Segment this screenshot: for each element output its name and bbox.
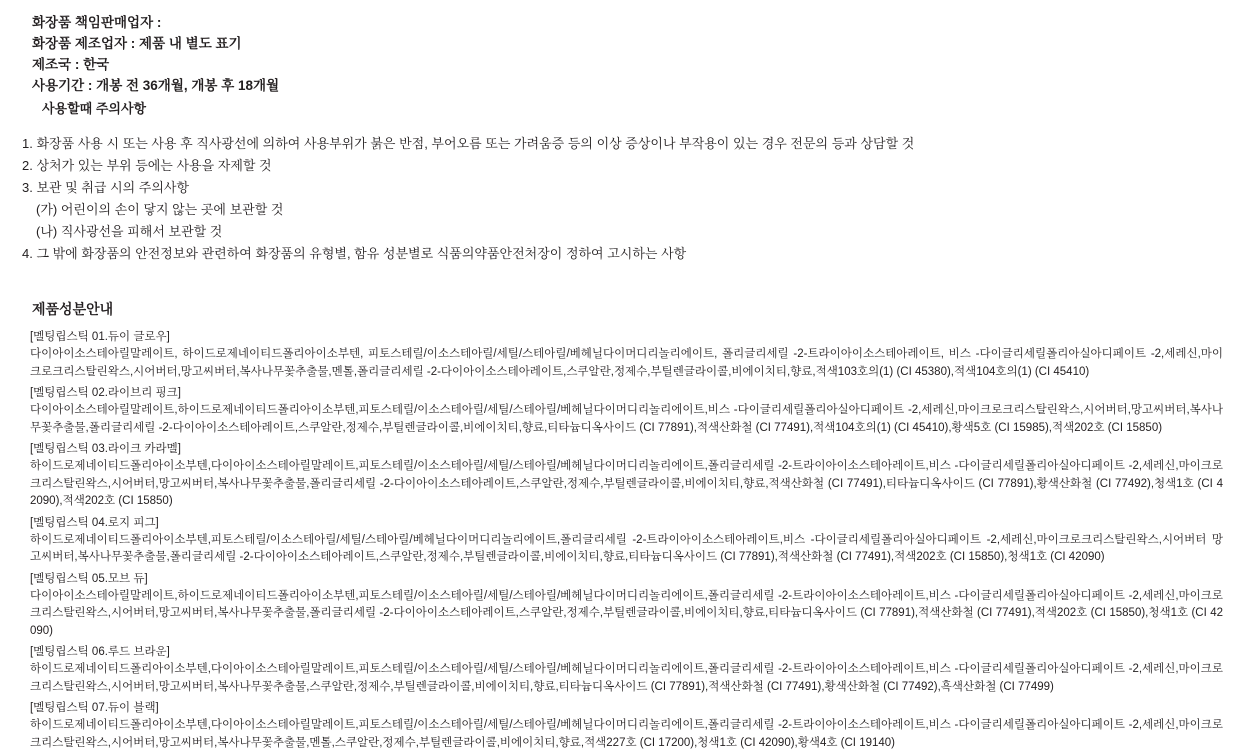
product-ingredients: 하이드로제네이티드폴리아이소부텐,다이아이소스테아릴말레이트,피토스테릴/이소스테아릴/세틸/스테아릴/베헤닐다이머디리놀리에이트,폴리글리세릴 -2-트라이아이소스테아레이트,비스 -다이글리세릴폴리아실아디페이트 -2,세레신,마이크로크리스탈린왁스,시어버터,망고씨버터,복사나무꽃추출물,폴리글리세릴 -2-다이아이소스테아레이트,스쿠알란,정제수,부틸렌글라이콜,비에이치티,향료,적색산화철 (CI 77491),티타늄디옥사이드 (CI 77891),황색산화철 (CI 77492),청색1호 (CI 42090),적색202호 (CI 15850) bbox=[30, 460, 1223, 507]
product-ingredients: 다이아이소스테아릴말레이트,하이드로제네이티드폴리아이소부텐,피토스테릴/이소스테아릴/세틸/스테아릴/베헤닐다이머디리놀리에이트,비스 -다이글리세릴폴리아실아디페이트 -2,세레신,마이크로크리스탈린왁스,시어버터,망고씨버터,복사나무꽃추출물,폴리글리세릴 -2-다이아이소스테아레이트,스쿠알란,정제수,부틸렌글라이콜,비에이치티,향료,티타늄디옥사이드 (CI 77891),적색산화철 (CI 77491),적색104호의(1) (CI 45410),황색5호 (CI 15985),적색202호 (CI 15850) bbox=[30, 404, 1223, 434]
product-ingredients: 하이드로제네이티드폴리아이소부텐,다이아이소스테아릴말레이트,피토스테릴/이소스테아릴/세틸/스테아릴/베헤닐다이머디리놀리에이트,폴리글리세릴 -2-트라이아이소스테아레이트,비스 -다이글리세릴폴리아실아디페이트 -2,세레신,마이크로크리스탈린왁스,시어버터,망고씨버터,복사나무꽃추출물,스쿠알란,정제수,부틸렌글라이콜,비에이치티,향료,티타늄디옥사이드 (CI 77891),적색산화철 (CI 77491),황색산화철 (CI 77492),흑색산화철 (CI 77499) bbox=[30, 663, 1223, 693]
product-ingredients: 하이드로제네이티드폴리아이소부텐,피토스테릴/이소스테아릴/세틸/스테아릴/베헤닐다이머디리놀리에이트,폴리글리세릴 -2-트라이아이소스테아레이트,비스 -다이글리세릴폴리아실아디페이트 -2,세레신,마이크로크리스탈린왁스,시어버터 망고씨버터,복사나무꽃추출물,폴리글리세릴 -2-다이아이소스테아레이트,스쿠알란,정제수,부틸렌글라이콜,비에이치티,향료,티타늄디옥사이드 (CI 77891),적색산화철 (CI 77491),적색202호 (CI 15850),청색1호 (CI 42090) bbox=[30, 533, 1223, 563]
product-name: [멜팅립스틱 05.모브 듀] bbox=[30, 572, 148, 585]
product-ingredients: 하이드로제네이티드폴리아이소부텐,다이아이소스테아릴말레이트,피토스테릴/이소스테아릴/세틸/스테아릴/베헤닐다이머디리놀리에이트,폴리글리세릴 -2-트라이아이소스테아레이트,비스 -다이글리세릴폴리아실아디페이트 -2,세레신,마이크로크리스탈린왁스,시어버터,망고씨버터,복사나무꽃추출물,멘톨,스쿠알란,정제수,부틸렌글라이콜,비에이치티,향료,적색227호 (CI 17200),청색1호 (CI 42090),황색4호 (CI 19140) bbox=[30, 719, 1223, 749]
caution-item: 4. 그 밖에 화장품의 안전정보와 관련하여 화장품의 유형별, 함유 성분별로 식품의약품안전처장이 정하여 고시하는 사항 bbox=[22, 246, 687, 261]
product-name: [멜팅립스틱 03.라이크 카라멜] bbox=[30, 443, 181, 455]
header-line-seller: 화장품 책임판매업자 : bbox=[32, 15, 162, 30]
section-title-ingredients: 제품성분안내 bbox=[32, 301, 114, 317]
caution-subitem: (가) 어린이의 손이 닿지 않는 곳에 보관할 것 bbox=[36, 202, 284, 217]
product-name: [멜팅립스틱 02.라이브리 핑크] bbox=[30, 387, 181, 399]
product-name: [멜팅립스틱 04.로지 피그] bbox=[30, 516, 159, 529]
caution-item: 1. 화장품 사용 시 또는 사용 후 직사광선에 의하여 사용부위가 붉은 반점, 부어오름 또는 가려움증 등의 이상 증상이나 부작용이 있는 경우 전문의 등과 상담할 것 bbox=[22, 136, 915, 151]
product-ingredients: 다이아이소스테아릴말레이트, 하이드로제네이티드폴리아이소부텐, 피토스테릴/이소스테아릴/세틸/스테아릴/베헤닐다이머디리놀리에이트, 폴리글리세릴 -2-트라이아이소스테아레이트, 비스 -다이글리세릴폴리아실아디페이트 -2,세레신,마이크로크리스탈린왁스,시어버터,망고씨버터,복사나무꽃추출물,멘톨,폴리글리세릴 -2-다이아이소스테아레이트,스쿠알란,정제수,부틸렌글라이콜,비에이치티,향료,적색103호의(1) (CI 45380),적색104호의(1) (CI 45410) bbox=[30, 348, 1223, 378]
product-name: [멜팅립스틱 06.루드 브라운] bbox=[30, 646, 170, 658]
caution-list bbox=[0, 133, 1249, 265]
caution-item: 3. 보관 및 취급 시의 주의사항 bbox=[22, 180, 190, 195]
header-line-period: 사용기간 : 개봉 전 36개월, 개봉 후 18개월 bbox=[32, 78, 280, 93]
product-name: [멜팅립스틱 01.듀이 글로우] bbox=[30, 331, 170, 343]
caution-title: 사용할때 주의사항 bbox=[42, 101, 147, 116]
product-ingredients: 다이아이소스테아릴말레이트,하이드로제네이티드폴리아이소부텐,피토스테릴/이소스테아릴/세틸/스테아릴/베헤닐다이머디리놀리에이트,폴리글리세릴 -2-트라이아이소스테아레이트,비스 -다이글리세릴폴리아실아디페이트 -2,세레신,마이크로크리스탈린왁스,시어버터,망고씨버터,복사나무꽃추출물,폴리글리세릴 -2-다이아이소스테아레이트,스쿠알란,정제수,부틸렌글라이콜,비에이치티,향료,티타늄디옥사이드 (CI 77891),적색산화철 (CI 77491),적색202호 (CI 15850),청색1호 (CI 42090) bbox=[30, 589, 1223, 637]
header-line-country: 제조국 : 한국 bbox=[32, 57, 110, 72]
caution-item: 2. 상처가 있는 부위 등에는 사용을 자제할 것 bbox=[22, 158, 272, 173]
header-block bbox=[0, 0, 1249, 119]
ingredients-list bbox=[0, 329, 1249, 752]
product-name: [멜팅립스틱 07.듀이 블랙] bbox=[30, 702, 159, 714]
header-line-manufacturer: 화장품 제조업자 : 제품 내 별도 표기 bbox=[32, 36, 242, 51]
caution-subitem: (나) 직사광선을 피해서 보관할 것 bbox=[36, 224, 223, 239]
